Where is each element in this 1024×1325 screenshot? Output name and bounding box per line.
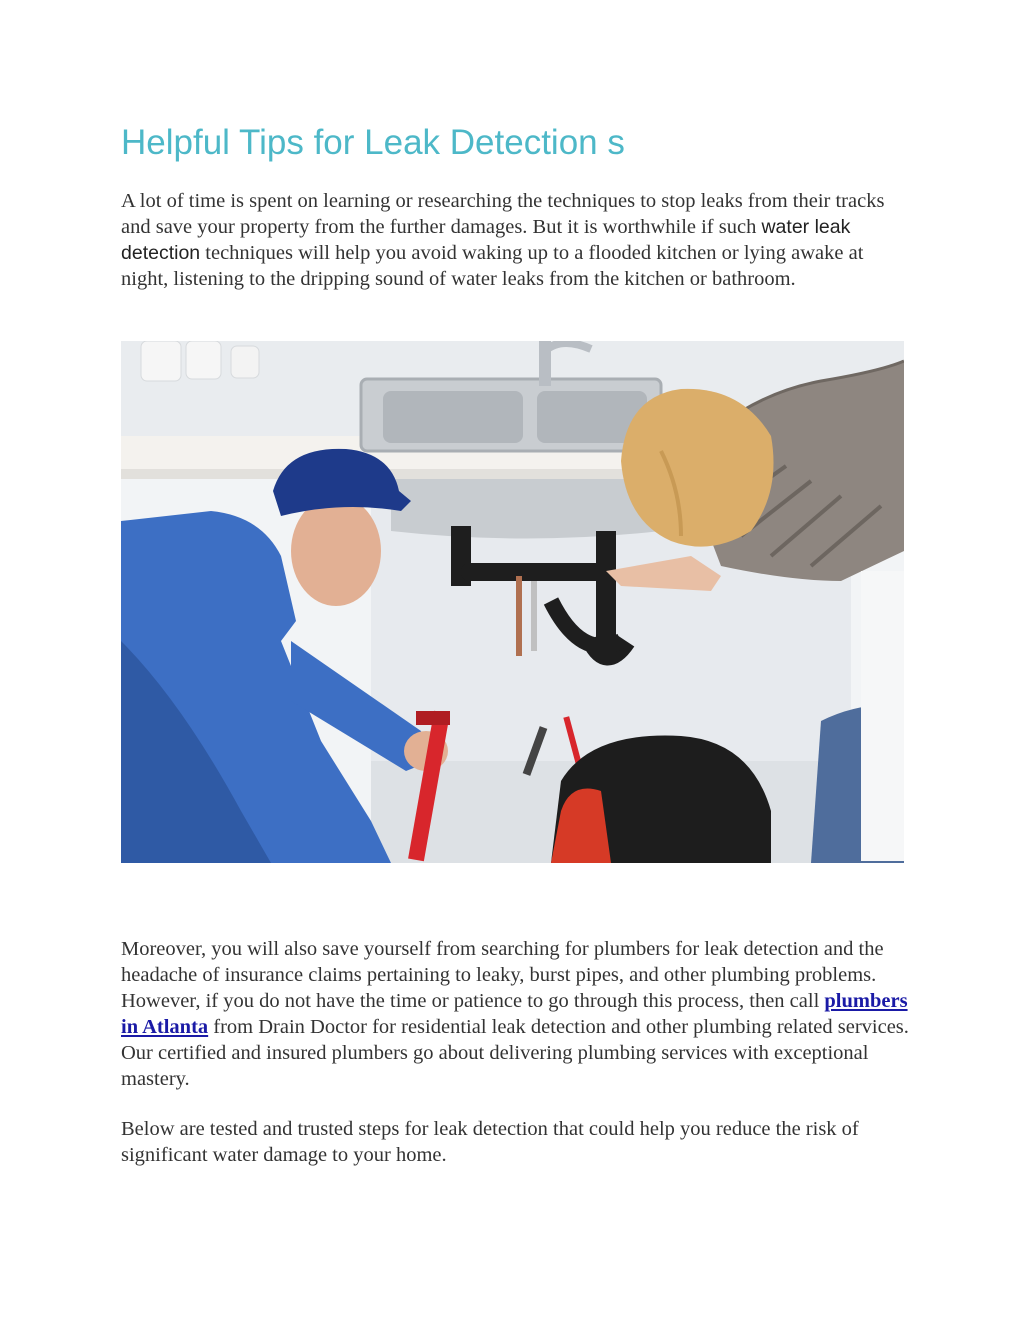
intro-text-end: techniques will help you avoid waking up to a flooded kitchen or lying awake at night, listening to the dripping sound of water leaks from the kitchen or bathroom. <box>121 242 864 290</box>
page-title: Helpful Tips for Leak Detection s <box>121 123 625 162</box>
plumber-under-sink-photo <box>121 341 904 863</box>
services-text-start: Moreover, you will also save yourself from searching for plumbers for leak detection and the headache of insurance claims pertaining to leaky, burst pipes, and other plumbing problems. However, if you do not have the time or patience to go through this process, then call <box>121 938 884 1012</box>
intro-text-start: A lot of time is spent on learning or researching the techniques to stop leaks from their tracks and save your property from the further damages. But it is worthwhile if such <box>121 190 885 238</box>
plumbers-in-atlanta-link[interactable]: plumbers in Atlanta <box>121 990 908 1038</box>
services-paragraph <box>121 936 911 1092</box>
services-text-end: from Drain Doctor for residential leak detection and other plumbing related services. Our certified and insured plumbers go about delivering plumbing services with exceptional mastery. <box>121 1016 909 1090</box>
steps-intro-paragraph: Below are tested and trusted steps for leak detection that could help you reduce the risk of significant water damage to your home. <box>121 1118 859 1166</box>
intro-paragraph <box>121 188 911 292</box>
water-leak-detection-link[interactable]: water leak detection <box>121 216 851 264</box>
